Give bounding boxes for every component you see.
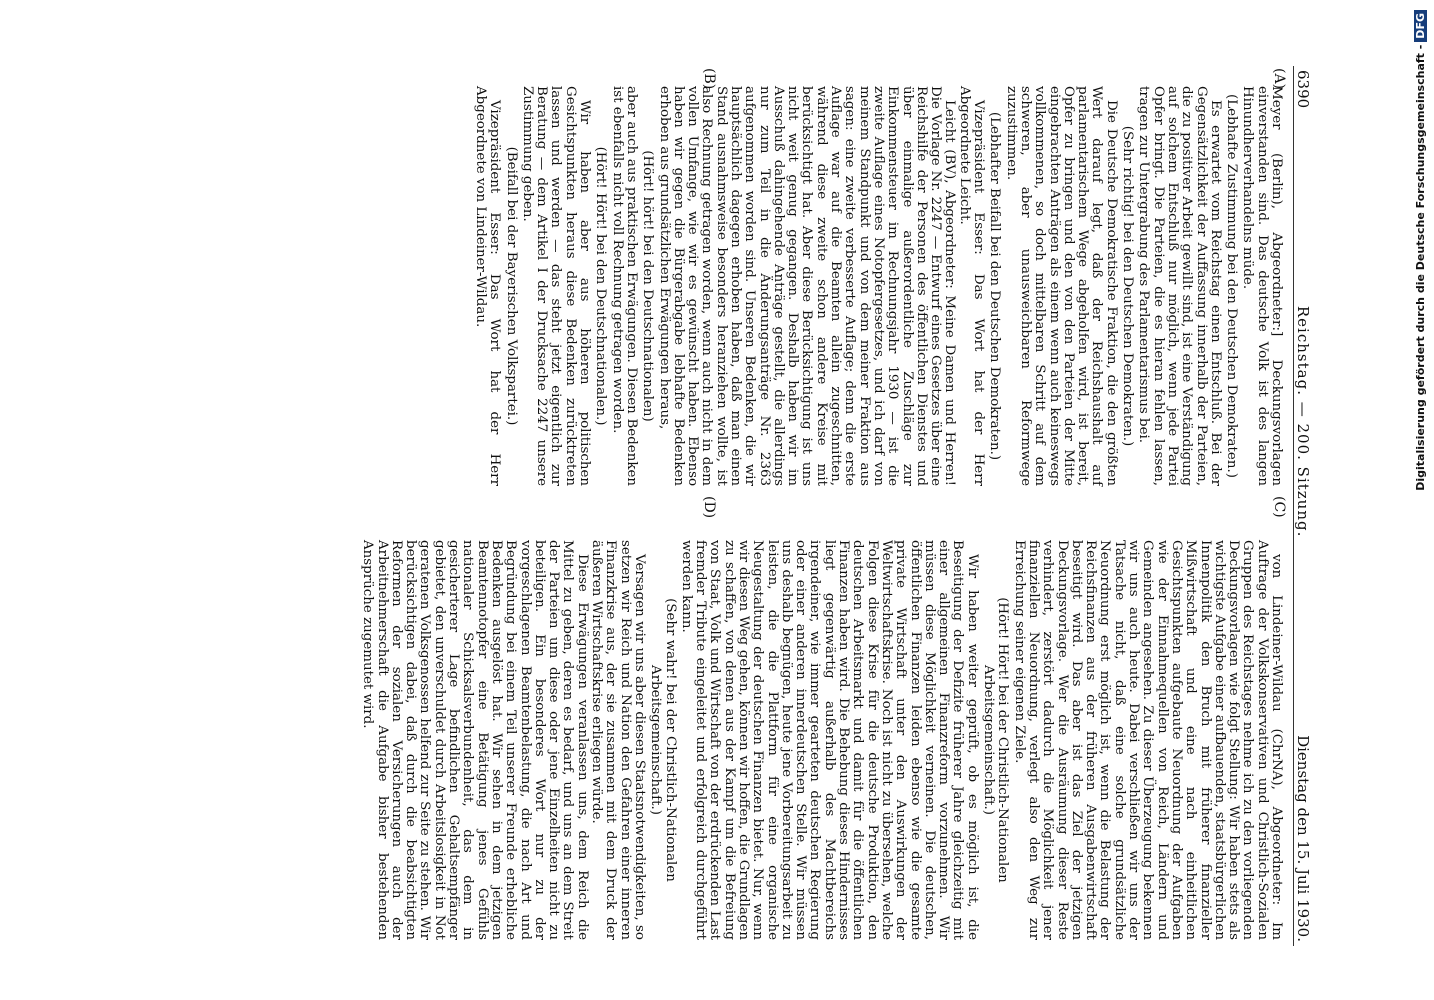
paragraph: Es erwartet vom Reichstag einen Entschluß. Bei der Gegensätzlichkeit der Auffassung innerhalb der Parteien, die zu positiver Arbeit gewillt sind, ist eine Verständigung auf solchem Entschluß nur möglich, wenn jede Partei Opfer bringt. Die Parteien, die es hieran fehlen lassen, tragen zur Untergrabung des Parlamentarismus bei. [1136, 86, 1223, 486]
margin-marker-d: (D) [701, 496, 717, 519]
left-column [473, 86, 1283, 486]
paragraph: Diese Erwägungen veranlassen uns, dem Reich die Mittel zu geben, deren es bedarf, und uns an dem Streit der Parteien um diese oder jene Einzelheiten nicht zu beteiligen. Ein besonderes Wort nur zu der vorgeschlagenen Beamtenbelastung, die nach Art und Begründung bei einem Teil unserer Freunde erhebliche Bedenken ausgelöst hat. Wir sehen in dem jetzigen Beamtennotopfer eine Betätigung jenes Gefühls nationaler Schicksalsverbundenheit, das dem in gesicherterer Lage befindlichen Gehaltsempfänger gebietet, den unverschuldet durch Arbeitslosigkeit in Not geratenen Volksgenossen helfend zur Seite zu stehen. Wir berücksichtigen dabei, daß durch die beabsichtigten Reformen der sozialen Versicherungen auch der Arbeitnehmerschaft die Aufgabe bisher bestehenden Ansprüche zugemutet wird. [360, 540, 590, 940]
paragraph: aber auch aus praktischen Erwägungen. Diesen Bedenken ist ebenfalls nicht voll Rechnung getragen worden. [609, 86, 639, 486]
interjection: (Hört! Hört! bei der Christlich-Nationalen Arbeitsgemeinschaft.) [981, 597, 1011, 883]
interjection: (Sehr wahr! bei der Christlich-Nationalen Arbeitsgemeinschaft.) [648, 598, 678, 882]
digitization-text: Digitalisierung gefördert durch die Deutsche Forschungsgemeinschaft - [1414, 44, 1427, 491]
paragraph: Versagen wir uns aber diesen Staatsnotwendigkeiten, so setzen wir Reich und Nation den Gefahren einer inneren Finanzkrise aus, der sie zusammen mit dem Druck der äußeren Wirtschaftskrise erliegen würde. [589, 540, 647, 940]
interjection: (Hört! hört! bei den Deutschnationalen) [640, 150, 656, 422]
margin-marker-a: (A) [1271, 68, 1287, 90]
interjection: (Sehr richtig! bei den Deutschen Demokraten.) [1120, 125, 1136, 447]
page-header [1293, 66, 1317, 946]
interjection: (Lebhafter Beifall bei den Deutschen Demokraten.) [987, 111, 1003, 461]
paragraph: Vizepräsident Esser: Das Wort hat der Herr Abgeordnete Leicht. [956, 86, 987, 486]
paragraph: von Lindeiner-Wildau (ChrNA), Abgeordneter: Im Auftrage der Volkskonservativen und Christlich-Sozialen Gruppen des Reichstages nehme ich zu den vorliegenden Deckungsvorlagen wie folgt Stellung: Wir haben stets als wichtigste Aufgabe einer aufbauenden, staatsbürgerlichen Innenpolitik den Bruch mit früherer finanzieller Mißwirtschaft und eine nach einheitlichen Gesichtspunkten aufgebaute Neuordnung der Aufgaben wie der Einnahmequellen von Reich, Ländern und Gemeinden angesehen. Zu dieser Überzeugung bekennen wir uns auch heute. Dabei verschließen wir uns der Tatsache nicht, daß eine solche grundsätzliche Neuordnung erst möglich ist, wenn die Belastung der Reichsfinanzen aus der früheren Ausgabenwirtschaft beseitigt wird. Das aber ist das Ziel der jetzigen Deckungsvorlage. Wer die Ausräumung dieser Reste verhindert, zerstört dadurch die Möglichkeit jener finanziellen Neuordnung, verlegt also den Weg zur Erreichung seiner eigenen Ziele. [1011, 540, 1284, 940]
margin-marker-b: (B) [701, 68, 717, 90]
session-title: Reichstag. — 200. Sitzung. [1294, 305, 1312, 538]
paragraph: Leicht (BV), Abgeordneter: Meine Damen und Herren! Die Vorlage Nr. 2247 — Entwurf eines Gesetzes über eine Reichshilfe der Personen des öffentlichen Dienstes und über einmalige außerordentliche Zuschläge zur Einkommensteuer im Rechnungsjahr 1930 — ist die zweite Auflage eines Notopfergesetzes, und ich darf von meinem Standpunkt und von dem meiner Fraktion aus sagen: eine zweite verbesserte Auflage; denn die erste Auflage war auf die Beamten allein zugeschnitten, während diese zweite schon andere Kreise mit berücksichtigt hat. Aber diese Berücksichtigung ist uns nicht weit genug gegangen. Deshalb haben wir im Ausschuß dahingehende Anträge gestellt, die allerdings nur zum Teil in die Änderungsanträge Nr. 2363 aufgenommen worden sind. Unseren Bedenken, die wir hauptsächlich dagegen erhoben haben, daß man einen Stand ausnahmsweise besonders heranziehen wollte, ist also Rechnung getragen worden, wenn auch nicht in dem vollen Umfange, wie wir es gewünscht haben. Ebenso haben wir gegen die Bürgerabgabe lebhafte Bedenken erhoben aus grundsätzlichen Erwägungen heraus, [656, 86, 958, 486]
right-column [360, 540, 1283, 940]
paragraph: Die Deutsche Demokratische Fraktion, die den größten Wert darauf legt, daß der Reichshaushalt auf parlamentarischem Wege abgeholfen wird, ist bereit, Opfer zu bringen und den von den Parteien der Mitte eingebrachten Anträgen als einem wenn auch keineswegs vollkommenen, so doch mittelbaren Schritt auf dem schweren, aber unausweichbaren Reformwege zuzustimmen. [1003, 86, 1119, 486]
paragraph: Wir haben aber aus höheren politischen Gesichtspunkten heraus diese Bedenken zurücktreten lassen und werden — das steht jetzt eigentlich zur Beratung — dem Artikel I der Drucksache 2247 unsere Zustimmung geben. [519, 86, 593, 486]
dfg-logo: DFG [1414, 10, 1427, 42]
rotated-page [77, 66, 1317, 946]
paragraph: Wir haben weiter geprüft, ob es möglich ist, die Beseitigung der Defizite früherer Jahre gleichzeitig mit einer allgemeinen Finanzreform vorzunehmen. Wir müssen diese Möglichkeit verneinen. Die deutschen, öffentlichen Finanzen leiden ebenso wie die gesamte private Wirtschaft unter den Auswirkungen der Weltwirtschaftskrise. Noch ist nicht zu übersehen, welche Folgen diese Krise für die deutsche Produktion, den deutschen Arbeitsmarkt und damit für die öffentlichen Finanzen haben wird. Die Behebung dieses Hindernisses liegt gegenwärtig außerhalb des Machtbereichs irgendeiner, wie immer gearteten deutschen Regierung oder einer anderen innerdeutschen Stelle. Wir müssen uns deshalb begnügen, heute jene Vorbereitungsarbeit zu leisten, die die Plattform für eine organische Neugestaltung der deutschen Finanzen bietet. Nur, wenn wir diesen Weg gehen, können wir hoffen, die Grundlagen zu schaffen, von denen aus der Kampf um die Befreiung von Staat, Volk und Wirtschaft von der erdrückenden Last fremder Tribute eingeleitet und erfolgreich durchgeführt werden kann. [678, 540, 980, 940]
paragraph: Meyer (Berlin), Abgeordneter:] Deckungsvorlagen einverstanden sind. Das deutsche Volk ist des langen Hinundherverhandelns müde. [1240, 86, 1284, 486]
digitization-note [1412, 10, 1434, 990]
paragraph: Vizepräsident Esser: Das Wort hat der Herr Abgeordnete von Lindeiner-Wildau. [472, 86, 503, 486]
page-number: 6390 [1294, 70, 1312, 109]
interjection: (Beifall bei der Bayerischen Volkspartei.) [503, 146, 519, 426]
page-date: Dienstag den 15. Juli 1930. [1294, 735, 1312, 942]
margin-marker-c: (C) [1271, 496, 1287, 518]
interjection: (Hört! Hört! bei den Deutschnationalen.) [593, 146, 609, 426]
interjection: (Lebhafte Zustimmung bei den Deutschen Demokraten.) [1224, 94, 1240, 478]
